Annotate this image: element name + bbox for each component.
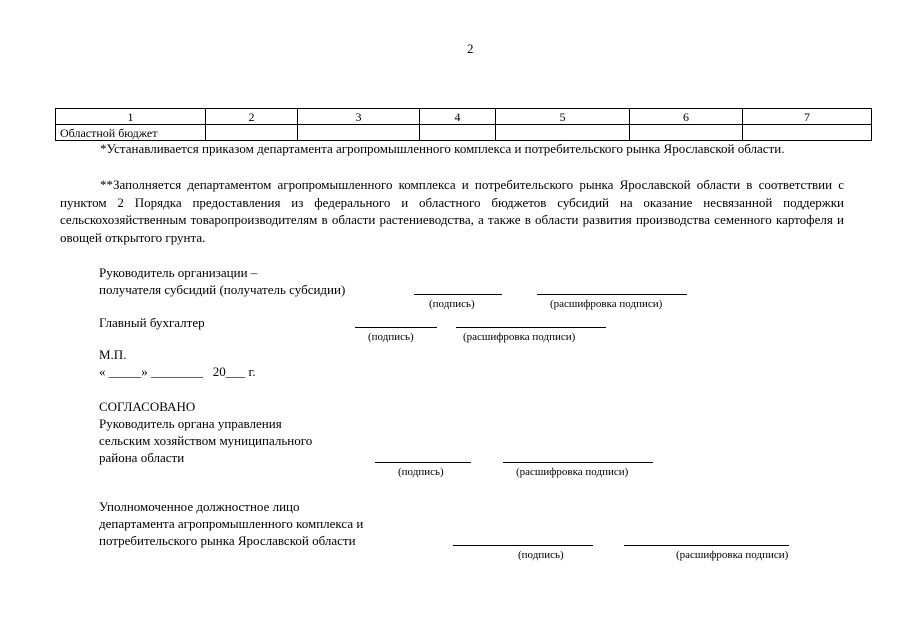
- org-head-decode-caption: (расшифровка подписи): [550, 298, 663, 310]
- budget-table: [55, 108, 872, 141]
- official-line-1: Уполномоченное должностное лицо: [99, 499, 300, 514]
- table-header-cell: 7: [743, 109, 872, 125]
- official-line-3: потребительского рынка Ярославской области: [99, 533, 356, 548]
- org-head-decode-line: [537, 294, 687, 295]
- agreed-sign-caption: (подпись): [398, 466, 444, 478]
- footnote-1: *Устанавливается приказом департамента агропромышленного комплекса и потребительского рынка Ярославской области.: [100, 141, 785, 156]
- table-header-cell: 3: [298, 109, 420, 125]
- table-cell: [743, 125, 872, 141]
- org-head-signature-line: [414, 294, 502, 295]
- stamp-mark: М.П.: [99, 347, 127, 362]
- table-header-cell: 2: [206, 109, 298, 125]
- table-header-cell: 4: [420, 109, 496, 125]
- table-cell: [298, 125, 420, 141]
- accountant-decode-caption: (расшифровка подписи): [463, 331, 576, 343]
- agreed-line-1: Руководитель органа управления: [99, 416, 282, 431]
- agreed-title: СОГЛАСОВАНО: [99, 399, 196, 414]
- table-cell: [206, 125, 298, 141]
- table-header-row: [56, 109, 872, 125]
- agreed-signature-line: [375, 462, 471, 463]
- table-cell: [496, 125, 630, 141]
- accountant-signature-line: [355, 327, 437, 328]
- agreed-decode-caption: (расшифровка подписи): [516, 466, 629, 478]
- official-decode-caption: (расшифровка подписи): [676, 549, 789, 561]
- accountant-decode-line: [456, 327, 606, 328]
- footnote-2: **Заполняется департаментом агропромышленного комплекса и потребительского рынка Ярославской области в соответствии с пунктом 2 Порядка предоставления из федерального и областного бюджетов субсидий на оказание несвязанной поддержки сельскохозяйственным товаропроизводителям в области растениеводства, а также в области развития производства семенного картофеля и овощей открытого грунта.: [60, 177, 844, 245]
- table-cell: [630, 125, 743, 141]
- org-head-sign-caption: (подпись): [429, 298, 475, 310]
- official-sign-caption: (подпись): [518, 549, 564, 561]
- agreed-line-2: сельским хозяйством муниципального: [99, 433, 313, 448]
- table-row: [56, 125, 872, 141]
- org-head-label-1: Руководитель организации –: [99, 265, 258, 280]
- chief-accountant-label: Главный бухгалтер: [99, 315, 205, 330]
- agreed-line-3: района области: [99, 450, 185, 465]
- official-signature-line: [453, 545, 593, 546]
- official-decode-line: [624, 545, 789, 546]
- org-head-label-2: получателя субсидий (получатель субсидии): [99, 282, 346, 297]
- table-header-cell: 5: [496, 109, 630, 125]
- accountant-sign-caption: (подпись): [368, 331, 414, 343]
- table-header-cell: 1: [56, 109, 206, 125]
- official-line-2: департамента агропромышленного комплекса и: [99, 516, 364, 531]
- table-cell: Областной бюджет: [56, 125, 206, 141]
- table-cell: [420, 125, 496, 141]
- agreed-decode-line: [503, 462, 653, 463]
- date-line: « _____» ________ 20___ г.: [99, 364, 256, 379]
- page-number: 2: [467, 41, 474, 56]
- table-header-cell: 6: [630, 109, 743, 125]
